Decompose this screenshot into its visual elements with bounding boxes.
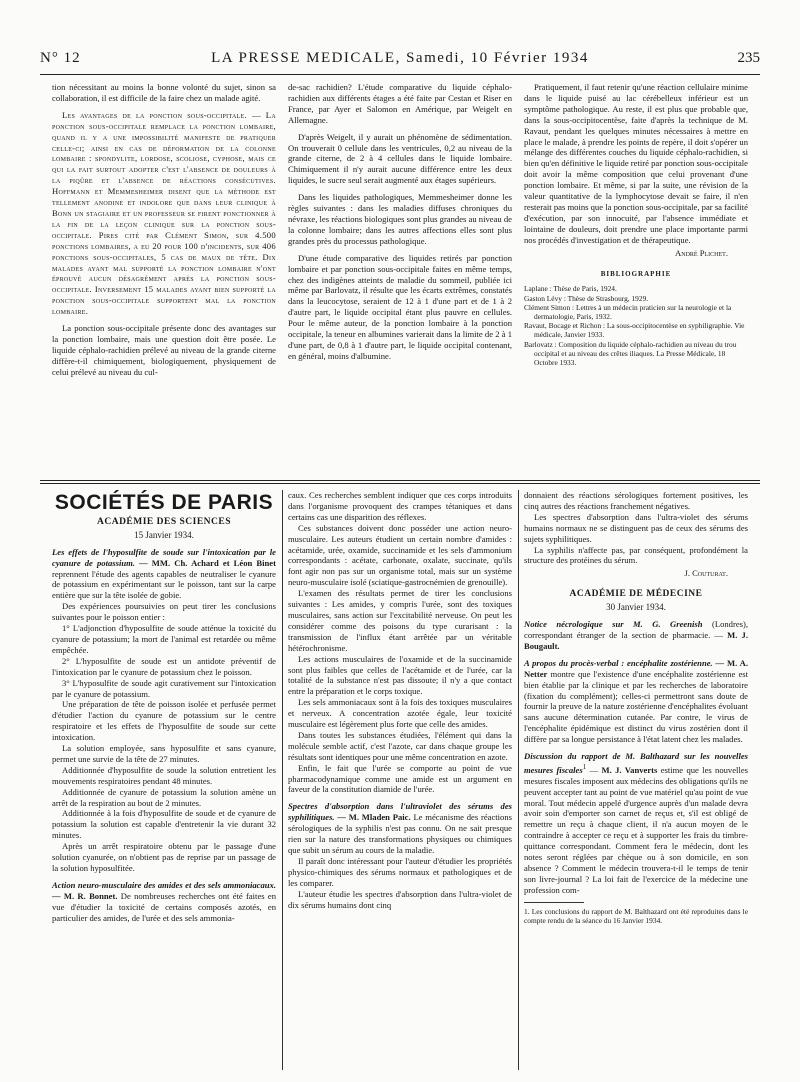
paragraph: Additionnée à la fois d'hyposulfite de soude et de cyanure de potassium la solution est capable d'entretenir la vie durant 32 minutes. bbox=[52, 808, 276, 841]
paragraph: La syphilis n'affecte pas, par conséquent, profondément la structure des protéines du sérum. bbox=[524, 544, 748, 566]
paragraph: caux. Ces recherches semblent indiquer que ces corps introduits dans l'organisme provoquent des crampes tétaniques et dans certains cas une disparition des réflexes. bbox=[288, 490, 512, 522]
column-rule bbox=[282, 490, 283, 1070]
bibliography-heading: BIBLIOGRAPHIE bbox=[600, 269, 672, 278]
paragraph: Les avantages de la ponction sous-occipitale. — La ponction sous-occipitale remplace la ponction lombaire, quand il y a une impossibilité manifeste de pratiquer celle-ci; ainsi en cas de déformation de la colonne lombaire : spondylite, lordose, scoliose, cyphose, mais ce qui la fait surtout adopter c'est l'absence de douleurs à la piqûre et l'absence de réactions consécutives. Hoffmann et Memmesheimer disent que la méthode est tellement anodine et indolore que dans leur clinique à Bonn un stagiaire et un professeur se firent ponctionner à la fin de la leçon clinique sur la ponction sous-occipitale. Pires cité par Clément Simon, sur 4.500 ponctions lombaires, a eu 20 pour 100 d'incidents, sur 406 ponctions sous-occipitales, 5 cas de maux de tête. Dix malades ayant mal supporté la ponction lombaire n'ont éprouvé aucun désagrément après la ponction sous-occipitale. Inversement 15 malades ayant bien supporté la ponction sous-occipitale supportent mal la ponction lombaire. bbox=[52, 109, 276, 317]
page-header bbox=[40, 50, 760, 72]
session-date: 15 Janvier 1934. bbox=[134, 529, 194, 540]
communication-title: Action neuro-musculaire des amides et des sels ammoniacaux. — bbox=[52, 879, 276, 901]
communication-title: Spectres d'absorption dans l'ultraviolet des sérums des syphilitiques. — bbox=[288, 801, 512, 823]
communication-text: (Londres), correspondant étranger de la section de pharmacie. — bbox=[524, 619, 748, 640]
paragraph: Dans les liquides pathologiques, Memmesheimer donne les règles suivantes : dans les maladies diffuses chroniques du névraxe, les réactions biologiques sont plus grandes au niveau de la colonne lombaire; dans les autres affections elles sont plus grandes près du processus pathologique. bbox=[288, 192, 512, 246]
paragraph: Une préparation de tête de poisson isolée et perfusée permet d'étudier l'action du cyanure de potassium sur le centre respiratoire et les effets de l'hyposulfite de soude sur cette intoxication. bbox=[52, 699, 276, 743]
communication-text: Le mécanisme des réactions sérologiques de la syphilis n'est pas connu. On ne sait presque rien sur la nature des transformations physiques ou chimiques que subit un sérum au cours de la maladie. bbox=[288, 812, 512, 855]
paragraph: D'après Weigelt, il y aurait un phénomène de sédimentation. On trouverait 0 cellule dans les ventricules, 0,2 au niveau de la grande citerne, de 2 à 4 cellules dans le liquide lombaire. Chimiquement il n'y aurait aucune différence entre les deux liquides, le sucre seul serait augmenté aux étages supérieurs. bbox=[288, 131, 512, 186]
journal-title: LA PRESSE MEDICALE, Samedi, 10 Février 1934 bbox=[211, 50, 589, 66]
bibliography-entry: Barlovatz : Composition du liquide céphalo-rachidien au niveau du trou occipital et au niveau des crêtes iliaques. La Presse Médicale, 18 Octobre 1933. bbox=[524, 339, 737, 368]
communication-authors: M. J. Vanverts bbox=[601, 764, 658, 775]
footnote-rule bbox=[524, 902, 584, 903]
paragraph: La solution employée, sans hyposulfite et sans cyanure, permet une survie de la tête de 27 minutes. bbox=[52, 743, 276, 764]
paragraph: L'auteur étudie les spectres d'absorption dans l'ultra-violet de dix sérums humains dont cinq bbox=[288, 888, 512, 910]
communication-title: Les effets de l'hyposulfite de soude sur l'intoxication par le cyanure de potassium. — bbox=[52, 546, 276, 568]
session-date: 30 Janvier 1934. bbox=[606, 602, 666, 613]
bibliography-entry: Gaston Lévy : Thèse de Strasbourg, 1929. bbox=[524, 293, 649, 303]
paragraph: D'une étude comparative des liquides retirés par ponction lombaire et par ponction sous-occipitale faites en même temps, chez des indigènes atteints de maladie du sommeil, publiée ici même par Barlovatz, il résulte que les écarts extrêmes, constatés dans la leucocytose, seraient de 12 à 1 d'une part et de 1 à 2 d'autre part, le liquide occipital étant plus pauvre en cellules. Pour le même auteur, de la ponction lombaire à la ponction occipitale, la teneur en albumines varierait dans la limite de 2 à 1 d'une part, de 0,8 à 1 d'autre part, le liquide occipital contenant, en général, moins d'albumine. bbox=[288, 252, 512, 361]
paragraph: Les sels ammoniacaux sont à la fois des toxiques musculaires et nerveux. A concentration azotée égale, leur toxicité musculaire est légèrement plus forte que celle des amides. bbox=[288, 697, 512, 730]
paragraph: La ponction sous-occipitale présente donc des avantages sur la ponction lombaire, mais une question doit être posée. Le liquide céphalo-rachidien prélevé au niveau de la grande citerne diffère-t-il chimiquement, biologiquement, physiquement de celui prélevé au niveau du cul- bbox=[52, 323, 276, 377]
academy-heading: ACADÉMIE DE MÉDECINE bbox=[569, 589, 703, 600]
bottom-column-1 bbox=[52, 490, 276, 924]
communication-text: estime que les nouvelles mesures fiscales imposent aux médecins des obligations qu'ils ne peuvent accepter tant au point de vue matériel qu'au point de vue moral. Tout médecin appelé d'urgence auprès d'un malade devra avoir soin d'emporter son carnet de reçus et, s'il est obligé de remettre un reçu à chaque client, il n'a aucun moyen de le contraindre à accepter ce reçu et à supporter les frais du timbre-quittance correspondant. Comment fera le médecin, dont les notes seront réglées par chèque ou à son domicile, en son absence ? Comment le médecin trouvera-t-il le temps de tenir son livre-journal ? La loi fait de l'exercice de la médecine une profession com- bbox=[524, 764, 748, 895]
paragraph: 1° L'adjonction d'hyposulfite de soude atténue la toxicité du cyanure de potassium; la mort de l'animal est retardée ou même empêchée. bbox=[52, 623, 276, 655]
section-title: SOCIÉTÉS DE PARIS bbox=[54, 491, 274, 514]
paragraph: Additionnée de cyanure de potassium la solution amène un arrêt de la respiration au bout de 2 minutes. bbox=[52, 786, 276, 808]
top-column-1 bbox=[52, 82, 276, 378]
bibliography-entry: Ravaut, Bocage et Richon : La sous-occipitocentèse en syphiligraphie. Vie médicale, Janvier 1933. bbox=[524, 321, 745, 340]
paragraph: Des expériences poursuivies on peut tirer les conclusions suivantes pour le poisson entier : bbox=[52, 601, 276, 623]
issue-number: N° 12 bbox=[40, 50, 81, 66]
bottom-column-2 bbox=[288, 490, 512, 910]
communication-text: De nombreuses recherches ont été faites en vue d'étudier la toxicité de certains composés azotés, en particulier des amides, de l'urée et des sels ammonia- bbox=[52, 890, 277, 923]
communication-text: reprennent l'étude des agents capables de neutraliser le cyanure de potassium en expérimentant sur le poisson, tant sur la carpe entière que sur la tête isolée de gobie. bbox=[52, 568, 276, 601]
paragraph: Les spectres d'absorption dans l'ultra-violet des sérums humains normaux ne se distinguent pas de ceux des sérums des sujets syphilitiques. bbox=[524, 511, 748, 544]
footnote: 1. Les conclusions du rapport de M. Balthazard ont été reproduites dans le compte rendu de la séance du 16 Janvier 1934. bbox=[524, 906, 748, 925]
paragraph: donnaient des réactions sérologiques fortement positives, les cinq autres des réactions franchement négatives. bbox=[524, 490, 748, 511]
communication-title: Discussion du rapport de M. Balthazard sur les nouvelles mesures fiscales bbox=[524, 751, 748, 775]
bibliography-entry: Clément Simon : Lettres à un médecin praticien sur la neurologie et la dermatologie, Paris, 1932. bbox=[524, 302, 732, 322]
paragraph: Dans toutes les substances étudiées, l'élément qui dans la molécule semble actif, c'est l'azote, car dans chaque groupe les résultats sont identiques pour une même concentration en azote. bbox=[288, 729, 512, 762]
section-rule bbox=[40, 480, 760, 481]
communication-authors: M. Mladen Paic. bbox=[348, 812, 411, 823]
column-rule bbox=[518, 490, 519, 1070]
bibliography-entry: Laplane : Thèse de Paris, 1924. bbox=[524, 284, 617, 294]
author-signature: J. Couturat. bbox=[684, 568, 728, 579]
communication-title: A propos du procès-verbal : encéphalite zostérienne. — bbox=[524, 657, 725, 668]
paragraph: 2° L'hyposulfite de soude est un antidote préventif de l'intoxication par le cyanure de potassium chez le poisson. bbox=[52, 655, 276, 677]
paragraph: L'examen des résultats permet de tirer les conclusions suivantes : Les amides, y compris l'urée, sont des toxiques musculaires, sans action sur l'excitabilité nerveuse. On peut les considérer comme des poisons du type curarisant : la transmission de l'influx étant arrêtée par un véritable hétérochronisme. bbox=[288, 588, 512, 653]
footnote-marker: 1 bbox=[582, 762, 587, 771]
paragraph: 3° L'hyposulfite de soude agit curativement sur l'intoxication par le cyanure de potassium. bbox=[52, 677, 276, 699]
top-column-2 bbox=[288, 82, 512, 362]
paragraph: Il paraît donc intéressant pour l'auteur d'étudier les propriétés physico-chimiques des sérums normaux et pathologiques et de les comparer. bbox=[288, 855, 512, 888]
author-signature: André Plichet. bbox=[675, 247, 728, 258]
paragraph: Après un arrêt respiratoire obtenu par le passage d'une solution cyanurée, on n'obtient pas de reprise par un passage de la solution hyposulfitée. bbox=[52, 841, 276, 873]
paragraph: Les actions musculaires de l'oxamide et de la succinamide sont plus faibles que celles de l'acétamide et de l'urée, car la totalité de la substance n'est pas dissoute; il n'y a que contact entre la préparation et le corps toxique. bbox=[288, 653, 512, 697]
page-number: 235 bbox=[737, 50, 760, 66]
bottom-column-3: donnaient des réactions sérologiques fortement positives, les cinq autres des réactions franchement négatives. Les spectres d'absorption dans l'ultra-violet des sérums humains normaux ne se distinguent pas de ceux des sérums des sujets syphilitiques. La syphilis n'affecte pas, par conséquent, profondément la structure des protéines du sérum. J. Couturat. ACADÉMIE DE MÉDECINE 30 Janvier 1934. Notice nécrologique sur M. G. Greenish (Londres), correspondant étranger de la section de pharmacie. — M. J. Bougault. A propos du procès-verbal : encéphalite zostérienne. — M. A. Netter montre que l'existence d'une encéphalite zostérienne est bien établie par la clinique et par les recherches de laboratoire (fixation du complément); celles-ci permettront sans doute de fournir la preuve de la nature zostérienne d'encéphalites évoluant sans aucune détermination cutanée. Par contre, le virus de l'encéphalite épidémique est distinct du virus zostérien dont il diffère par sa longue persistance à l'état latent chez les malades. Discussion du rapport de M. Balthazard sur les nouvelles mesures fiscales$^1$ — M. J. Vanverts estime que les nouvelles mesures fiscales imposent aux médecins des obligations qu'ils ne peuvent accepter tant au point de vue matériel qu'au point de vue moral. Tout médecin appelé d'urgence auprès d'un malade devra avoir soin d'emporter son carnet de reçus et, s'il est obligé de remettre un reçu à chaque client, il n'a aucun moyen de le contraindre à accepter ce reçu et à supporter les frais du timbre-quittance correspondant. Comment fera le médecin, dont les notes seront réglées par chèque ou à son domicile, en son absence ? Comment le médecin trouvera-t-il le temps de tenir son livre-journal ? La loi fait de l'exercice de la médecine une profession com- 1. Les conclusions du rapport de M. Balthazard ont été reproduites dans le compte rendu de la séance du 16 Janvier 1934. bbox=[524, 490, 749, 925]
communication-authors: M. J. Bougault. bbox=[524, 629, 748, 651]
communication-text: montre que l'existence d'une encéphalite zostérienne est bien établie par la clinique et par les recherches de laboratoire (fixation du complément); celles-ci permettront sans doute de fournir la preuve de la nature zostérienne d'encéphalites évoluant sans aucune détermination cutanée. Par contre, le virus de l'encéphalite épidémique est distinct du virus zostérien dont il diffère par sa longue persistance à l'état latent chez les malades. bbox=[524, 668, 748, 745]
communication-authors: M. A. Netter bbox=[524, 657, 749, 679]
communication-authors: M. R. Bonnet. bbox=[63, 890, 118, 901]
section-rule bbox=[40, 483, 760, 484]
header-rule bbox=[40, 74, 760, 75]
academy-heading: ACADÉMIE DES SCIENCES bbox=[96, 516, 232, 527]
paragraph: Additionnée d'hyposulfite de soude la solution entretient les mouvements respiratoires pendant 48 minutes. bbox=[52, 764, 276, 786]
paragraph: Ces substances doivent donc posséder une action neuro-musculaire. Les auteurs étudient un certain nombre d'amides : acétamide, urée, oxamide, succinamide et les sels d'ammonium correspondants : acétate, carbonate, oxalate, succinate, qu'ils font agir non pas sur un organisme total, mais sur un système neuro-musculaire isolé (sciatique-gastrocnémien de grenouille). bbox=[288, 522, 512, 588]
paragraph: Enfin, le fait que l'urée se comporte au point de vue pharmacodynamique comme une amide est un argument en faveur de la constitution diamide de l'urée. bbox=[288, 762, 512, 795]
paragraph: de-sac rachidien? L'étude comparative du liquide céphalo-rachidien aux différents étages a été faite par Cestan et Riser en France, par Ayer et Salomon en Amérique, par Weigelt en Allemagne. bbox=[288, 82, 512, 125]
communication-authors: MM. Ch. Achard et Léon Binet bbox=[151, 557, 276, 568]
paragraph: Pratiquement, il faut retenir qu'une réaction cellulaire minime dans le liquide puisé au lac cérébelleux inférieur est un symptôme pathologique. Au reste, il est plus que probable que, dans la sous-occipitocentèse, faite d'après la technique de M. Ravaut, pendant les quelques minutes nécessaires à mettre en place le malade, à prendre les points de repère, il doit s'opérer un mélange des différentes couches du liquide céphalo-rachidien, si bien qu'en définitive le liquide retiré par ponction sous-occipitale doit avoir la même composition que celui provenant d'une ponction lombaire. Et même, si par la suite, une révision de la valeur quantitative de la lymphocytose devait se faire, il n'en resterait pas moins que la ponction sous-occipitale, par sa facilité d'exécution, par son innocuité, par l'absence immédiate et lointaine de douleurs, doit prendre une place importante parmi nos procédés d'investigation et de thérapeutique. bbox=[524, 82, 748, 245]
top-column-3 bbox=[524, 82, 748, 367]
paragraph: tion nécessitant au moins la bonne volonté du sujet, sinon sa collaboration, il est difficile de la faire chez un malade agité. bbox=[52, 82, 276, 103]
communication-title: Notice nécrologique sur M. G. Greenish bbox=[524, 619, 703, 630]
